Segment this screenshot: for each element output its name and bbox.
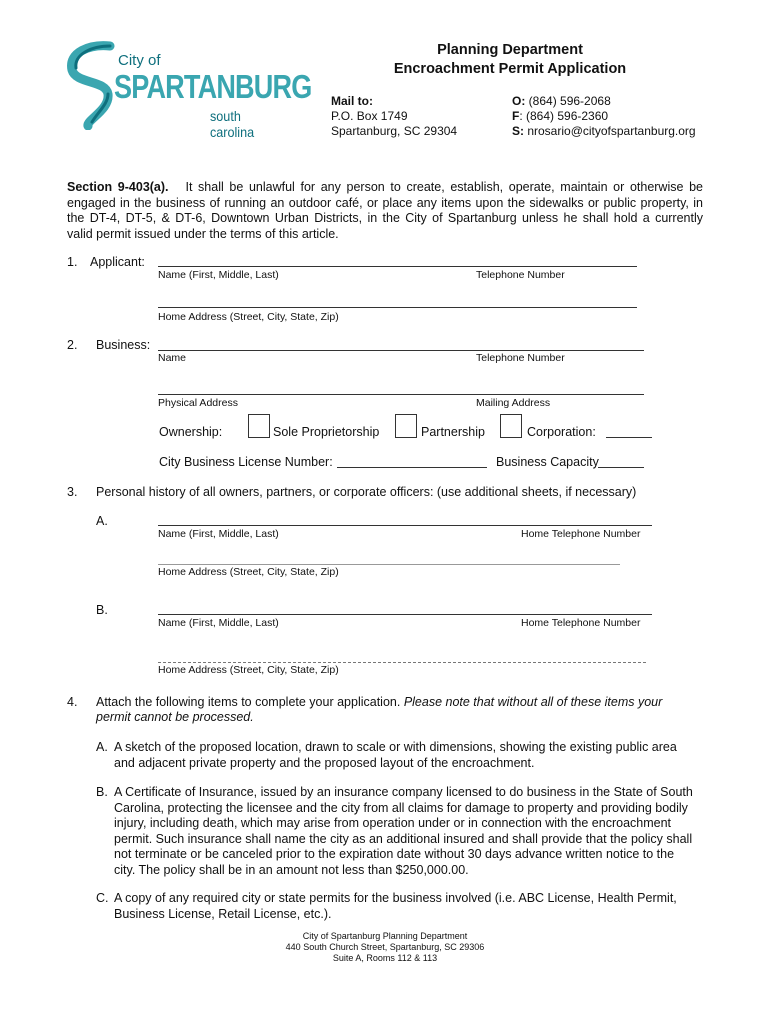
owner-b-phone-caption: Home Telephone Number: [521, 617, 641, 629]
owner-b-address-caption: Home Address (Street, City, State, Zip): [158, 664, 339, 676]
item4-b-line-2: Carolina, protecting the licensee and the city from all claims for damage to property and providing bodily: [114, 800, 688, 815]
page-title: [330, 41, 690, 79]
contact-fax: F: (864) 596-2360: [512, 109, 609, 123]
item4-a-text: [114, 740, 694, 771]
item4-c-line-1: A copy of any required city or state permits for the business involved (i.e. ABC License, Health Permit,: [114, 891, 677, 905]
owner-a-name-field[interactable]: [158, 525, 652, 526]
item2-label: Business:: [96, 338, 151, 352]
item4-number: 4.: [67, 695, 78, 709]
partnership-label: Partnership: [421, 425, 485, 439]
item4-b-line-1: A Certificate of Insurance, issued by an insurance company licensed to do business in the State of South: [114, 785, 693, 799]
item3-a-label: A.: [96, 514, 108, 528]
business-capacity-label: Business Capacity: [496, 455, 599, 469]
license-number-label: City Business License Number:: [159, 455, 333, 469]
owner-b-name-field[interactable]: [158, 614, 652, 615]
business-address-field[interactable]: [158, 394, 644, 395]
contact-block: [512, 94, 696, 139]
section-line-1: It shall be unlawful for any person to create, establish, operate, maintain or otherwise be: [185, 180, 703, 194]
title-line-2: Encroachment Permit Application: [393, 61, 627, 77]
applicant-phone-caption: Telephone Number: [476, 269, 565, 281]
mail-line-2: Spartanburg, SC 29304: [331, 124, 458, 138]
footer-line-2: 440 South Church Street, Spartanburg, SC 29306: [285, 942, 485, 952]
item4-note-1: Please note that without all of these items your: [403, 695, 663, 709]
logo-name: SPARTANBURG: [114, 68, 312, 105]
license-number-field[interactable]: [337, 467, 487, 468]
item4-b-line-6: city. The policy shall be in an amount not less than $250,000.00.: [114, 862, 469, 877]
owner-b-name-caption: Name (First, Middle, Last): [158, 617, 279, 629]
item3-b-label: B.: [96, 603, 108, 617]
item1-number: 1.: [67, 255, 78, 269]
item4-a-line-2: and adjacent private property and the proposed layout of the encroachment.: [114, 755, 535, 770]
business-phone-caption: Telephone Number: [476, 352, 565, 364]
item4-c-line-2: Business License, Retail License, etc.).: [114, 906, 332, 921]
item4-c-label: C.: [96, 891, 109, 905]
item3-number: 3.: [67, 485, 78, 499]
item4-a-line-1: A sketch of the proposed location, drawn to scale or with dimensions, showing the existing public area: [114, 740, 677, 754]
mail-line-1: P.O. Box 1749: [331, 109, 408, 123]
section-paragraph: [67, 180, 703, 242]
footer-line-1: City of Spartanburg Planning Department: [302, 931, 468, 941]
item4-b-line-5: not terminate or be canceled prior to the expiration date without 30 days advance written notice to the: [114, 847, 675, 861]
applicant-address-field[interactable]: [158, 307, 637, 308]
business-capacity-field[interactable]: [598, 467, 644, 468]
title-line-1: Planning Department: [437, 42, 583, 58]
mail-to-label: Mail to:: [331, 94, 373, 108]
item3-label: Personal history of all owners, partners, or corporate officers: (use additional sheets, if necessary): [96, 485, 637, 499]
section-line-3: the DT-4, DT-5, & DT-6, Downtown Urban Districts, in the City of Spartanburg unless he shall hold a currently: [67, 211, 703, 225]
item4-b-text: [114, 785, 704, 878]
contact-office: O: (864) 596-2068: [512, 94, 611, 108]
item4-b-label: B.: [96, 785, 108, 799]
item1-label: Applicant:: [90, 255, 145, 269]
owner-a-address-field[interactable]: [158, 564, 620, 565]
footer-line-3: Suite A, Rooms 112 & 113: [332, 953, 438, 963]
item4-note-2: permit cannot be processed.: [96, 710, 254, 724]
sole-proprietorship-checkbox[interactable]: [248, 414, 270, 437]
mailing-address-caption: Mailing Address: [476, 397, 551, 409]
sole-proprietorship-label: Sole Proprietorship: [273, 425, 380, 439]
applicant-address-caption: Home Address (Street, City, State, Zip): [158, 311, 339, 323]
item4-intro-line: [96, 695, 662, 709]
corporation-field[interactable]: [606, 437, 652, 438]
corporation-label: Corporation:: [527, 425, 596, 439]
checkbox-underline: [500, 437, 522, 438]
contact-email: S: nrosario@cityofspartanburg.org: [512, 124, 696, 138]
partnership-checkbox[interactable]: [395, 414, 417, 437]
checkbox-underline: [395, 437, 417, 438]
section-heading: Section 9-403(a).: [67, 180, 169, 194]
item4-c-text: [114, 891, 704, 922]
business-name-caption: Name: [158, 352, 187, 364]
logo-city-of: City of: [118, 52, 161, 69]
owner-b-address-field[interactable]: [158, 662, 646, 663]
corporation-checkbox[interactable]: [500, 414, 522, 437]
owner-a-phone-caption: Home Telephone Number: [521, 528, 641, 540]
item4-intro: Attach the following items to complete your application.: [96, 695, 401, 709]
item2-number: 2.: [67, 338, 78, 352]
business-name-field[interactable]: [158, 350, 644, 351]
section-line-2: engaged in the business of running an outdoor café, or place any items upon the sidewalks or public property, in: [67, 195, 703, 210]
item4-b-line-4: permit. Such insurance shall name the city as an additional insured and shall provide that the policy shall: [114, 831, 693, 846]
applicant-name-field[interactable]: [158, 266, 637, 267]
applicant-name-caption: Name (First, Middle, Last): [158, 269, 279, 281]
physical-address-caption: Physical Address: [158, 397, 238, 409]
owner-a-address-caption: Home Address (Street, City, State, Zip): [158, 566, 339, 578]
section-line-4: valid permit issued under the terms of this article.: [67, 226, 339, 241]
logo-state: south carolina: [210, 108, 255, 140]
city-logo: [62, 40, 312, 140]
page-footer: [235, 931, 535, 964]
checkbox-underline: [248, 437, 270, 438]
item4-a-label: A.: [96, 740, 108, 754]
ownership-label: Ownership:: [159, 425, 223, 439]
item4-b-line-3: injury, including death, which may arise from operation under or in connection with the encroachment: [114, 816, 672, 830]
owner-a-name-caption: Name (First, Middle, Last): [158, 528, 279, 540]
mail-to-block: [331, 94, 457, 139]
